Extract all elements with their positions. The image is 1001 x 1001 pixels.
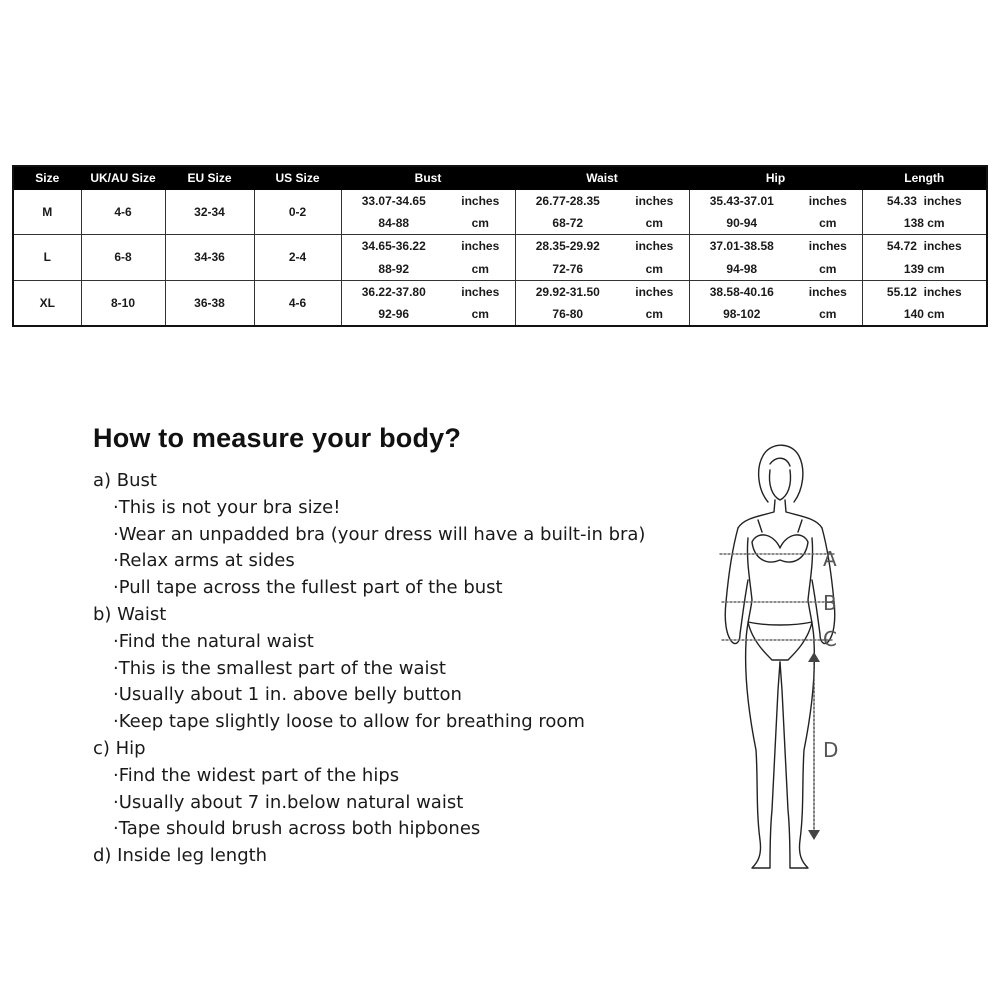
- cell-unit: cm: [446, 212, 515, 235]
- cell-bust-cm: 92-96: [341, 303, 446, 326]
- body-measurement-figure: [700, 430, 860, 880]
- cell-bust-inches: 36.22-37.80: [341, 280, 446, 303]
- cell-length-inches: 55.12 inches: [862, 280, 987, 303]
- hair-outline: [759, 445, 803, 502]
- cell-eu: 32-34: [165, 190, 254, 235]
- cell-us: 0-2: [254, 190, 341, 235]
- cell-length-inches: 54.72 inches: [862, 235, 987, 258]
- briefs: [748, 622, 812, 660]
- cell-length-cm: 140 cm: [862, 303, 987, 326]
- col-header-waist: Waist: [515, 166, 689, 190]
- cell-length-cm: 138 cm: [862, 212, 987, 235]
- section-heading-inside-leg: d) Inside leg length: [93, 845, 268, 867]
- cell-unit: inches: [620, 235, 689, 258]
- cell-waist-cm: 68-72: [515, 212, 620, 235]
- guide-item: ·Usually about 1 in. above belly button: [113, 684, 462, 706]
- guide-item: ·This is the smallest part of the waist: [113, 657, 446, 679]
- cell-unit: inches: [794, 280, 862, 303]
- marker-a: A: [823, 547, 837, 571]
- cell-uk-au: 4-6: [81, 190, 165, 235]
- section-heading-waist: b) Waist: [93, 603, 167, 625]
- cell-bust-cm: 88-92: [341, 257, 446, 280]
- cell-unit: inches: [794, 235, 862, 258]
- cell-unit: cm: [794, 303, 862, 326]
- guide-item: ·Pull tape across the fullest part of the bust: [113, 577, 503, 599]
- cell-unit: cm: [794, 212, 862, 235]
- cell-size: XL: [13, 280, 81, 326]
- cell-unit: cm: [446, 303, 515, 326]
- table-row: [13, 235, 987, 258]
- col-header-size: Size: [13, 166, 81, 190]
- marker-c: C: [823, 627, 837, 651]
- cell-bust-inches: 33.07-34.65: [341, 190, 446, 213]
- cell-waist-cm: 76-80: [515, 303, 620, 326]
- cell-unit: inches: [620, 190, 689, 213]
- cell-waist-inches: 28.35-29.92: [515, 235, 620, 258]
- col-header-uk-au: UK/AU Size: [81, 166, 165, 190]
- guide-item: ·Tape should brush across both hipbones: [113, 818, 481, 840]
- cell-size: M: [13, 190, 81, 235]
- cell-uk-au: 6-8: [81, 235, 165, 280]
- arm-left: [725, 528, 748, 644]
- inseam-arrow-bottom: [808, 830, 820, 840]
- section-heading-bust: a) Bust: [93, 470, 157, 491]
- cell-unit: inches: [446, 190, 515, 213]
- cell-length-inches: 54.33 inches: [862, 190, 987, 213]
- col-header-bust: Bust: [341, 166, 515, 190]
- cell-waist-cm: 72-76: [515, 257, 620, 280]
- leg-left: [746, 642, 780, 868]
- cell-hip-inches: 38.58-40.16: [689, 280, 794, 303]
- guide-item: ·Find the widest part of the hips: [113, 764, 400, 786]
- cell-unit: cm: [446, 257, 515, 280]
- guide-item: ·This is not your bra size!: [113, 496, 341, 518]
- cell-unit: cm: [620, 212, 689, 235]
- guide-item: ·Wear an unpadded bra (your dress will have a built-in bra): [113, 523, 646, 545]
- cell-eu: 36-38: [165, 280, 254, 326]
- guide-item: ·Relax arms at sides: [113, 550, 295, 572]
- cell-us: 4-6: [254, 280, 341, 326]
- cell-hip-cm: 94-98: [689, 257, 794, 280]
- table-header-row: [13, 166, 987, 190]
- cell-unit: inches: [446, 235, 515, 258]
- guide-item: ·Keep tape slightly loose to allow for breathing room: [113, 711, 585, 733]
- guide-list: [93, 468, 713, 870]
- cell-unit: inches: [794, 190, 862, 213]
- cell-hip-cm: 98-102: [689, 303, 794, 326]
- bra: [752, 535, 808, 562]
- neck-shoulder-left: [738, 500, 775, 528]
- neck-shoulder-right: [785, 500, 822, 528]
- cell-length-cm: 139 cm: [862, 257, 987, 280]
- cell-unit: inches: [446, 280, 515, 303]
- marker-d: D: [823, 738, 839, 762]
- guide-title: How to measure your body?: [93, 423, 462, 453]
- table-row: [13, 280, 987, 303]
- cell-size: L: [13, 235, 81, 280]
- hair-fringe: [770, 458, 790, 466]
- col-header-length: Length: [862, 166, 987, 190]
- marker-b: B: [823, 591, 837, 615]
- cell-us: 2-4: [254, 235, 341, 280]
- guide-item: ·Usually about 7 in.below natural waist: [113, 791, 464, 813]
- cell-bust-inches: 34.65-36.22: [341, 235, 446, 258]
- guide-item: ·Find the natural waist: [113, 630, 314, 652]
- inseam-arrow-top: [808, 652, 820, 662]
- col-header-eu: EU Size: [165, 166, 254, 190]
- cell-bust-cm: 84-88: [341, 212, 446, 235]
- section-heading-hip: c) Hip: [93, 737, 146, 759]
- cell-waist-inches: 29.92-31.50: [515, 280, 620, 303]
- face-outline: [769, 470, 790, 500]
- cell-uk-au: 8-10: [81, 280, 165, 326]
- cell-hip-cm: 90-94: [689, 212, 794, 235]
- col-header-us: US Size: [254, 166, 341, 190]
- size-chart-table: [12, 165, 988, 327]
- table-row: [13, 190, 987, 213]
- cell-eu: 34-36: [165, 235, 254, 280]
- leg-right: [780, 642, 814, 868]
- cell-unit: cm: [794, 257, 862, 280]
- cell-hip-inches: 35.43-37.01: [689, 190, 794, 213]
- cell-unit: inches: [620, 280, 689, 303]
- cell-waist-inches: 26.77-28.35: [515, 190, 620, 213]
- cell-unit: cm: [620, 257, 689, 280]
- cell-unit: cm: [620, 303, 689, 326]
- col-header-hip: Hip: [689, 166, 862, 190]
- cell-hip-inches: 37.01-38.58: [689, 235, 794, 258]
